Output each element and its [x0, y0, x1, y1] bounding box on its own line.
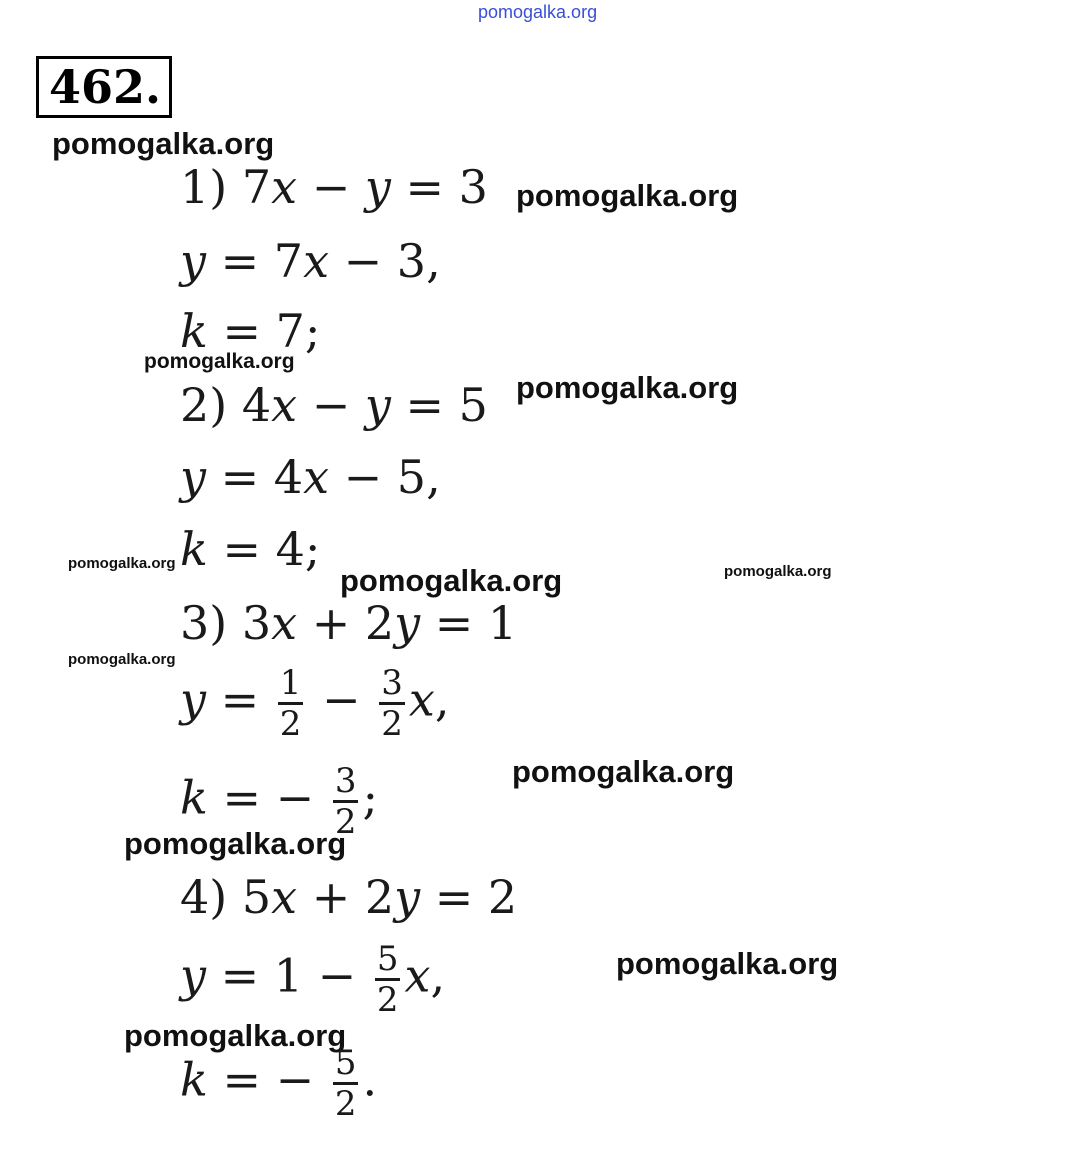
watermark: pomogalka.org	[616, 946, 839, 981]
fraction: $\frac{3}{2}$	[381, 663, 403, 744]
equation-1: 1) 7x − y = 3	[180, 160, 488, 214]
slope-2: k = 4;	[180, 522, 321, 576]
problem-number: 462.	[36, 56, 172, 118]
site-header-link[interactable]: pomogalka.org	[478, 2, 598, 22]
watermark: pomogalka.org	[124, 826, 347, 861]
watermark: pomogalka.org	[68, 651, 176, 668]
watermark: pomogalka.org	[516, 370, 739, 405]
slope-3: k = − $\frac{3}{2}$ ;	[180, 761, 378, 842]
fraction: $\frac{3}{2}$	[334, 761, 357, 842]
slope-4: k = − $\frac{5}{2}$ .	[180, 1043, 378, 1124]
watermark: pomogalka.org	[144, 350, 295, 373]
fraction: $\frac{5}{2}$	[334, 1043, 357, 1124]
equation-4: 4) 5x + 2y = 2	[180, 870, 518, 924]
equation-2: 2) 4x − y = 5	[180, 378, 488, 432]
solved-1: y = 7x − 3,	[180, 234, 441, 288]
fraction: $\frac{5}{2}$	[376, 939, 399, 1020]
solved-3: y = $\frac{1}{2}$ − $\frac{3}{2}$ x,	[180, 663, 450, 744]
equation-3: 3) 3x + 2y = 1	[180, 596, 518, 650]
watermark: pomogalka.org	[512, 754, 735, 789]
solved-2: y = 4x − 5,	[180, 450, 441, 504]
watermark: pomogalka.org	[68, 555, 176, 572]
fraction: $\frac{1}{2}$	[279, 663, 302, 744]
watermark: pomogalka.org	[52, 126, 275, 161]
watermark: pomogalka.org	[724, 563, 832, 580]
watermark: pomogalka.org	[516, 178, 739, 213]
watermark: pomogalka.org	[340, 563, 563, 598]
slope-1: k = 7;	[180, 304, 321, 358]
solved-4: y = 1 − $\frac{5}{2}$ x,	[180, 939, 446, 1020]
watermark: pomogalka.org	[124, 1018, 347, 1053]
